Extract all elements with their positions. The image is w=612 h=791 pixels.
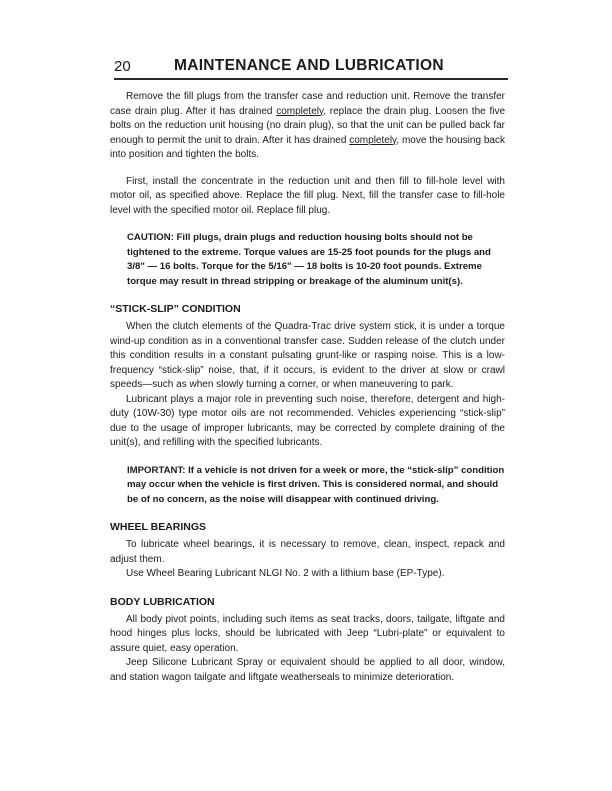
body-lubrication-paragraph-1: All body pivot points, including such items as seat tracks, doors, tailgate, liftgate and hood hinges plus locks, should be lubricated with Jeep “Lubri-plate” or equivalent to assure quiet, easy operation. xyxy=(110,613,505,654)
fill-paragraph: First, install the concentrate in the reduction unit and then fill to fill-hole level with motor oil, as specified above. Replace the fill plug. Next, fill the transfer case to fill-hole level with the specified motor oil. Replace fill plug. xyxy=(110,175,505,216)
header-rule xyxy=(114,78,508,80)
page-body xyxy=(110,90,505,685)
body-lubrication-heading: BODY LUBRICATION xyxy=(110,595,215,608)
page-header xyxy=(114,58,508,80)
drain-paragraph: Remove the fill plugs from the transfer case and reduction unit. Remove the transfer case drain plug. After it has drained completely, replace the drain plug. Loosen the five bolts on the reduction unit housing (no drain plug), so that the unit can be pulled back far enough to permit the unit to drain. After it has drained completely, move the housing back into position and tighten the bolts. xyxy=(110,91,506,160)
wheel-bearings-heading: WHEEL BEARINGS xyxy=(110,521,207,533)
wheel-bearings-paragraph-1: To lubricate wheel bearings, it is necessary to remove, clean, inspect, repack and adjust them. xyxy=(110,539,505,565)
wheel-bearings-paragraph-2: Use Wheel Bearing Lubricant NLGI No. 2 with a lithium base (EP-Type). xyxy=(126,568,445,579)
stick-slip-heading: “STICK-SLIP” CONDITION xyxy=(110,303,241,315)
important-note: IMPORTANT: If a vehicle is not driven for a week or more, the “stick-slip” condition may occur when the vehicle is first driven. This is considered normal, and should be of no concern, as the noise will disappear with continued driving. xyxy=(127,464,505,505)
stick-slip-paragraph-1: When the clutch elements of the Quadra-Trac drive system stick, it is under a torque wind-up condition as in a conventional transfer case. Sudden release of the clutch under this condition results in a constant pulsating grunt-like or rasping noise. This is a low-frequency “stick-slip” noise, that, if it occurs, is evident to the driver at slow or crawl speeds—such as when slowly turning a corner, or when maneuvering to park. xyxy=(110,321,505,390)
stick-slip-paragraph-2: Lubricant plays a major role in preventing such noise, therefore, detergent and high-duty (10W-30) type motor oils are not recommended. Vehicles experiencing “stick-slip” due to the usage of improper lubricants, may be corrected by complete draining of the unit(s), and refilling with the specified lubricants. xyxy=(110,393,505,448)
caution-note: CAUTION: Fill plugs, drain plugs and reduction housing bolts should not be tightened to the extreme. Torque values are 15-25 foot pounds for the plugs and 3/8" — 16 bolts. Torque for the 5/16" — 18 bolts is 10-20 foot pounds. Extreme torque may result in thread stripping or breakage of the aluminum unit(s). xyxy=(127,232,491,287)
page-number: 20 xyxy=(114,58,131,75)
chapter-title: MAINTENANCE AND LUBRICATION xyxy=(174,57,444,74)
body-lubrication-paragraph-2: Jeep Silicone Lubricant Spray or equivalent should be applied to all door, window, and station wagon tailgate and liftgate weatherseals to minimize deterioration. xyxy=(110,657,505,683)
